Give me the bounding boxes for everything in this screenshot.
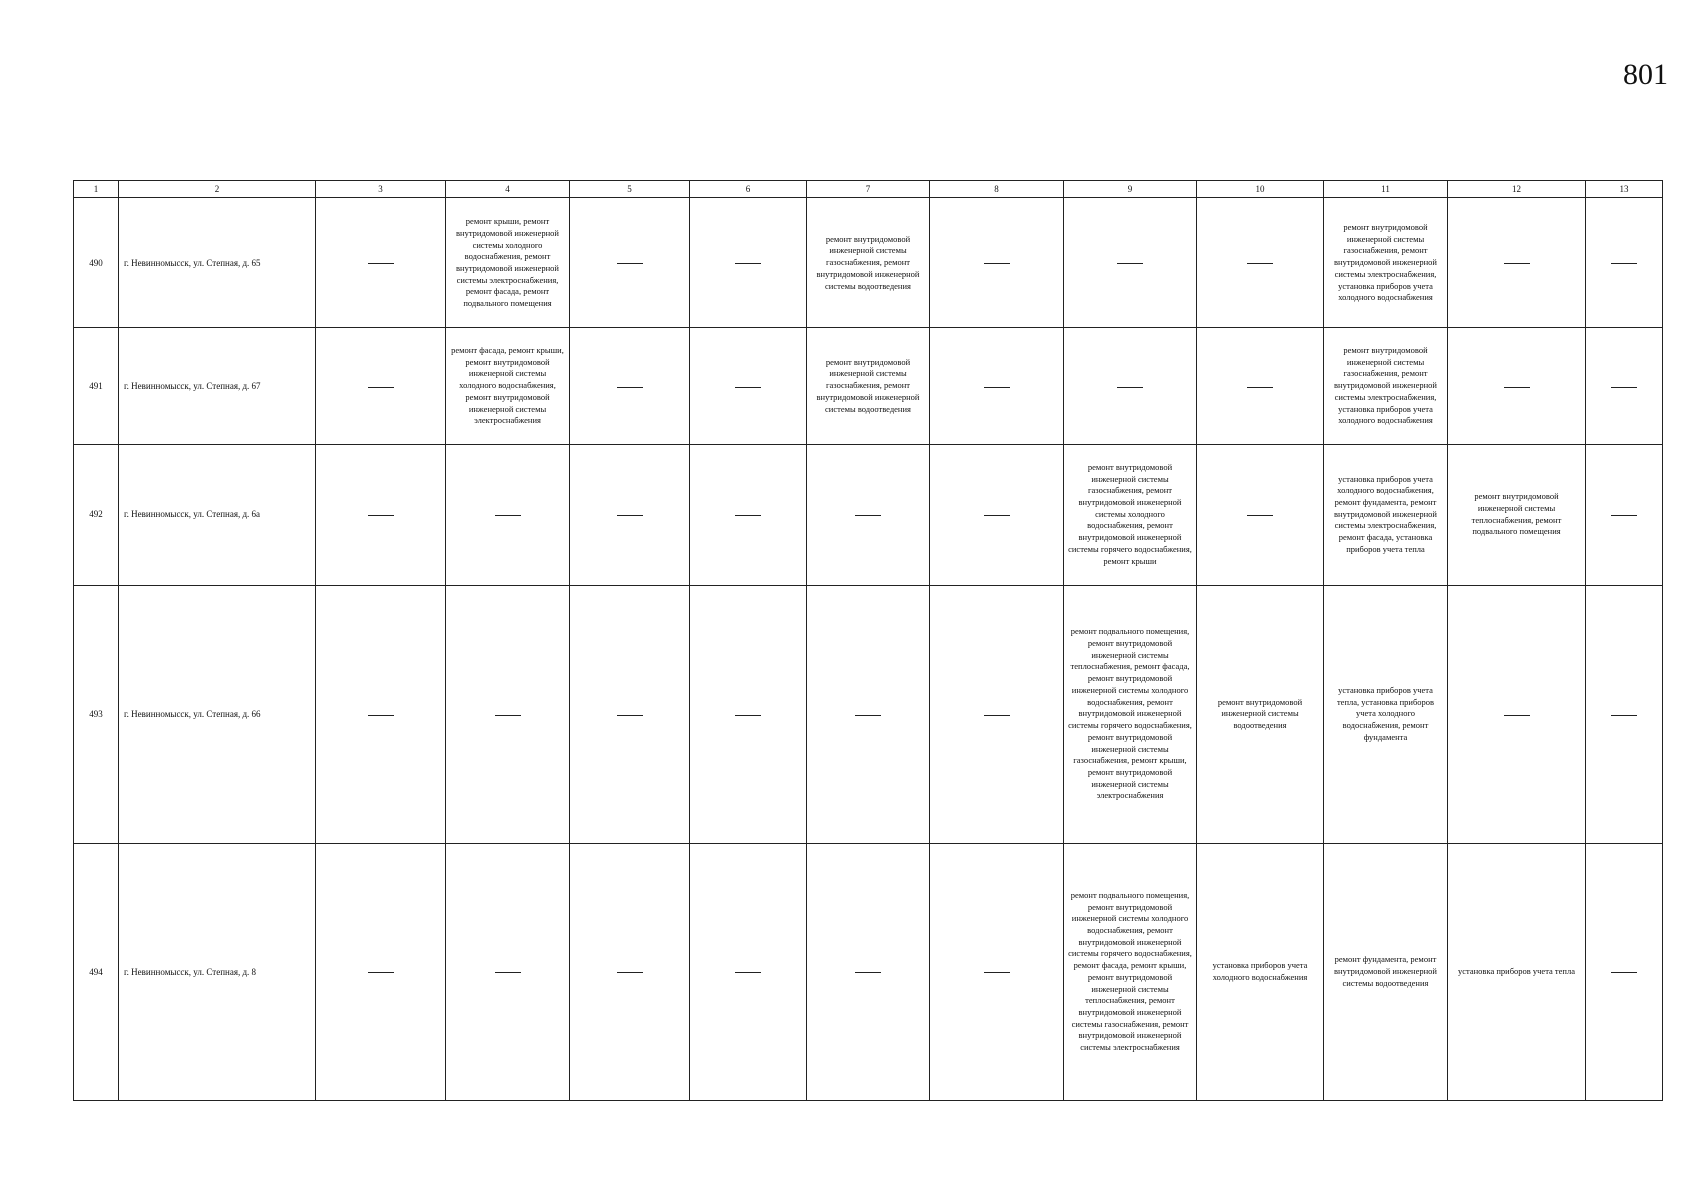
empty-cell-dash (316, 198, 446, 328)
dash-mark (617, 715, 643, 716)
empty-cell-dash (690, 843, 807, 1100)
empty-cell-dash (570, 198, 690, 328)
building-address: г. Невинномысск, ул. Степная, д. 66 (119, 585, 316, 843)
dash-mark (368, 387, 394, 388)
dash-mark (735, 972, 761, 973)
empty-cell-dash (1197, 328, 1324, 444)
dash-mark (1504, 387, 1530, 388)
empty-cell-dash (1586, 585, 1663, 843)
repair-works-cell: ремонт внутридомовой инженерной системы газоснабжения, ремонт внутридомовой инженерной системы водоотведения (807, 328, 930, 444)
column-number: 8 (930, 181, 1064, 198)
empty-cell-dash (930, 585, 1064, 843)
dash-mark (1247, 263, 1273, 264)
dash-mark (368, 263, 394, 264)
repair-schedule-table (73, 180, 1663, 1101)
dash-mark (1611, 515, 1637, 516)
empty-cell-dash (1197, 444, 1324, 585)
dash-mark (735, 715, 761, 716)
empty-cell-dash (316, 843, 446, 1100)
empty-cell-dash (1586, 328, 1663, 444)
empty-cell-dash (930, 198, 1064, 328)
column-number: 10 (1197, 181, 1324, 198)
repair-works-cell: ремонт фундамента, ремонт внутридомовой инженерной системы водоотведения (1324, 843, 1448, 1100)
empty-cell-dash (446, 444, 570, 585)
dash-mark (617, 972, 643, 973)
empty-cell-dash (1586, 843, 1663, 1100)
empty-cell-dash (1197, 198, 1324, 328)
empty-cell-dash (930, 843, 1064, 1100)
building-address: г. Невинномысск, ул. Степная, д. 8 (119, 843, 316, 1100)
dash-mark (368, 972, 394, 973)
dash-mark (855, 972, 881, 973)
dash-mark (1611, 715, 1637, 716)
dash-mark (735, 263, 761, 264)
empty-cell-dash (1448, 328, 1586, 444)
empty-cell-dash (570, 843, 690, 1100)
empty-cell-dash (807, 843, 930, 1100)
row-number: 492 (74, 444, 119, 585)
repair-works-cell: ремонт крыши, ремонт внутридомовой инженерной системы холодного водоснабжения, ремонт внутридомовой инженерной системы электроснабжения, ремонт фасада, ремонт подвального помещения (446, 198, 570, 328)
empty-cell-dash (570, 444, 690, 585)
dash-mark (1117, 387, 1143, 388)
dash-mark (1611, 263, 1637, 264)
empty-cell-dash (1064, 198, 1197, 328)
repair-works-cell: ремонт внутридомовой инженерной системы газоснабжения, ремонт внутридомовой инженерной системы водоотведения (807, 198, 930, 328)
repair-works-cell: ремонт внутридомовой инженерной системы газоснабжения, ремонт внутридомовой инженерной системы электроснабжения, установка приборов учета холодного водоснабжения (1324, 328, 1448, 444)
empty-cell-dash (1064, 328, 1197, 444)
empty-cell-dash (316, 328, 446, 444)
dash-mark (984, 263, 1010, 264)
repair-works-cell: ремонт подвального помещения, ремонт внутридомовой инженерной системы холодного водоснабжения, ремонт внутридомовой инженерной системы горячего водоснабжения, ремонт фасада, ремонт крыши, ремонт внутридомовой инженерной системы теплоснабжения, ремонт внутридомовой инженерной системы газоснабжения, ремонт внутридомовой инженерной системы электроснабжения (1064, 843, 1197, 1100)
column-number: 1 (74, 181, 119, 198)
empty-cell-dash (690, 585, 807, 843)
column-number: 7 (807, 181, 930, 198)
dash-mark (495, 715, 521, 716)
empty-cell-dash (446, 843, 570, 1100)
empty-cell-dash (1448, 585, 1586, 843)
repair-works-cell: ремонт внутридомовой инженерной системы водоотведения (1197, 585, 1324, 843)
repair-works-cell: установка приборов учета тепла (1448, 843, 1586, 1100)
empty-cell-dash (807, 444, 930, 585)
empty-cell-dash (316, 444, 446, 585)
empty-cell-dash (1448, 198, 1586, 328)
dash-mark (1247, 387, 1273, 388)
dash-mark (855, 515, 881, 516)
empty-cell-dash (930, 444, 1064, 585)
row-number: 493 (74, 585, 119, 843)
table-row (74, 444, 1663, 585)
empty-cell-dash (690, 444, 807, 585)
dash-mark (617, 387, 643, 388)
repair-works-cell: ремонт подвального помещения, ремонт внутридомовой инженерной системы теплоснабжения, ремонт фасада, ремонт внутридомовой инженерной системы холодного водоснабжения, ремонт внутридомовой инженерной системы горячего водоснабжения, ремонт внутридомовой инженерной системы газоснабжения, ремонт крыши, ремонт внутридомовой инженерной системы электроснабжения (1064, 585, 1197, 843)
dash-mark (1247, 515, 1273, 516)
dash-mark (1117, 263, 1143, 264)
table-row (74, 585, 1663, 843)
dash-mark (495, 515, 521, 516)
dash-mark (735, 515, 761, 516)
dash-mark (1504, 263, 1530, 264)
empty-cell-dash (1586, 444, 1663, 585)
repair-works-cell: установка приборов учета тепла, установка приборов учета холодного водоснабжения, ремонт фундамента (1324, 585, 1448, 843)
dash-mark (984, 387, 1010, 388)
table-row (74, 198, 1663, 328)
repair-works-cell: ремонт внутридомовой инженерной системы газоснабжения, ремонт внутридомовой инженерной системы холодного водоснабжения, ремонт внутридомовой инженерной системы горячего водоснабжения, ремонт крыши (1064, 444, 1197, 585)
empty-cell-dash (570, 328, 690, 444)
repair-works-cell: установка приборов учета холодного водоснабжения, ремонт фундамента, ремонт внутридомовой инженерной системы электроснабжения, ремонт фасада, установка приборов учета тепла (1324, 444, 1448, 585)
dash-mark (368, 515, 394, 516)
dash-mark (617, 515, 643, 516)
column-number: 9 (1064, 181, 1197, 198)
dash-mark (1504, 715, 1530, 716)
building-address: г. Невинномысск, ул. Степная, д. 65 (119, 198, 316, 328)
empty-cell-dash (316, 585, 446, 843)
column-number: 6 (690, 181, 807, 198)
page-number: 801 (1623, 58, 1668, 91)
column-number: 2 (119, 181, 316, 198)
dash-mark (495, 972, 521, 973)
empty-cell-dash (807, 585, 930, 843)
dash-mark (855, 715, 881, 716)
column-number: 13 (1586, 181, 1663, 198)
empty-cell-dash (570, 585, 690, 843)
dash-mark (617, 263, 643, 264)
row-number: 494 (74, 843, 119, 1100)
table-row (74, 843, 1663, 1100)
row-number: 491 (74, 328, 119, 444)
building-address: г. Невинномысск, ул. Степная, д. 6а (119, 444, 316, 585)
column-number: 11 (1324, 181, 1448, 198)
table-row (74, 328, 1663, 444)
column-number: 3 (316, 181, 446, 198)
empty-cell-dash (446, 585, 570, 843)
row-number: 490 (74, 198, 119, 328)
column-number: 5 (570, 181, 690, 198)
column-number: 12 (1448, 181, 1586, 198)
repair-works-cell: установка приборов учета холодного водоснабжения (1197, 843, 1324, 1100)
column-numbers-row (74, 181, 1663, 198)
column-number: 4 (446, 181, 570, 198)
dash-mark (984, 972, 1010, 973)
empty-cell-dash (1586, 198, 1663, 328)
repair-works-cell: ремонт внутридомовой инженерной системы газоснабжения, ремонт внутридомовой инженерной системы электроснабжения, установка приборов учета холодного водоснабжения (1324, 198, 1448, 328)
dash-mark (368, 715, 394, 716)
repair-works-cell: ремонт внутридомовой инженерной системы теплоснабжения, ремонт подвального помещения (1448, 444, 1586, 585)
dash-mark (984, 715, 1010, 716)
empty-cell-dash (930, 328, 1064, 444)
building-address: г. Невинномысск, ул. Степная, д. 67 (119, 328, 316, 444)
dash-mark (735, 387, 761, 388)
dash-mark (984, 515, 1010, 516)
dash-mark (1611, 387, 1637, 388)
empty-cell-dash (690, 198, 807, 328)
dash-mark (1611, 972, 1637, 973)
repair-works-cell: ремонт фасада, ремонт крыши, ремонт внутридомовой инженерной системы холодного водоснабжения, ремонт внутридомовой инженерной системы электроснабжения (446, 328, 570, 444)
empty-cell-dash (690, 328, 807, 444)
